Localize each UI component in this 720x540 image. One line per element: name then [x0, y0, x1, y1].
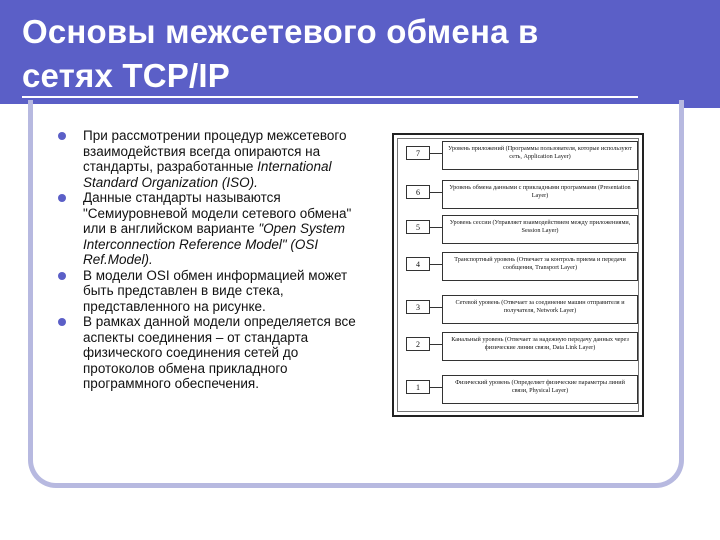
- bullet-dot-icon: [58, 132, 66, 140]
- slide-title: [22, 10, 662, 98]
- osi-layer-number: 4: [406, 257, 430, 271]
- bullet-dot-icon: [58, 318, 66, 326]
- osi-layer-row: [406, 295, 636, 324]
- osi-layer-description: Уровень обмена данными с прикладными программами (Presentation Layer): [442, 180, 638, 209]
- osi-layer-description: Сетевой уровень (Отвечает за соединение машин отправителя и получателя, Network Layer): [442, 295, 638, 324]
- bullet-item: [58, 314, 358, 392]
- osi-layer-number: 3: [406, 300, 430, 314]
- osi-layer-description: Уровень приложений (Программы пользователя, которые используют сеть, Application Layer): [442, 141, 638, 170]
- title-underline: [22, 96, 638, 98]
- osi-layer-connector: [430, 192, 442, 193]
- osi-layer-number: 1: [406, 380, 430, 394]
- osi-layer-row: [406, 180, 636, 209]
- bullet-item: [58, 128, 358, 190]
- frame-corner-decoration: [679, 88, 720, 108]
- bullet-text: Данные стандарты называются "Семиуровневой модели сетевого обмена" или в английском варианте: [83, 190, 352, 236]
- bullet-text: В модели OSI обмен информацией может быть представлен в виде стека, представленного на рисунке.: [83, 267, 348, 314]
- osi-layer-number: 6: [406, 185, 430, 199]
- osi-layer-connector: [430, 307, 442, 308]
- osi-layer-description: Физический уровень (Определяет физические параметры линий связи, Physical Layer): [442, 375, 638, 404]
- osi-layer-number: 7: [406, 146, 430, 160]
- osi-layer-row: [406, 215, 636, 244]
- bullet-text: В рамках данной модели определяется все аспекты соединения – от стандарта физического соединения сетей до протоколов обмена прикладного программного обеспечения.: [83, 314, 356, 391]
- bullet-text: "Open System Interconnection Reference Model" (OSI Ref.Model).: [83, 221, 345, 267]
- osi-layer-row: [406, 141, 636, 170]
- slide-title-line2: сетях TCP/IP: [22, 57, 230, 94]
- osi-layer-description: Канальный уровень (Отвечает за надежную передачу данных через физические линии связи, Data Link Layer): [442, 332, 638, 361]
- bullet-text: При рассмотрении процедур межсетевого взаимодействия всегда опираются на стандарты, разработанные: [83, 128, 347, 174]
- osi-layer-connector: [430, 227, 442, 228]
- osi-layer-connector: [430, 387, 442, 388]
- bullet-text: International Standard Organization (ISO).: [83, 159, 332, 190]
- slide-title-line1: Основы межсетевого обмена в: [22, 13, 539, 50]
- bullet-item: [58, 190, 358, 268]
- osi-layer-number: 2: [406, 337, 430, 351]
- osi-model-figure: [392, 133, 644, 417]
- bullet-list: [58, 128, 358, 392]
- osi-layer-connector: [430, 344, 442, 345]
- osi-layer-row: [406, 332, 636, 361]
- bullet-dot-icon: [58, 194, 66, 202]
- osi-layer-number: 5: [406, 220, 430, 234]
- osi-layer-connector: [430, 264, 442, 265]
- osi-layer-row: [406, 375, 636, 404]
- osi-layer-description: Уровень сессии (Управляет взаимодействием между приложениями, Session Layer): [442, 215, 638, 244]
- osi-layer-description: Транспортный уровень (Отвечает за контроль приема и передачи сообщения, Transport Layer): [442, 252, 638, 281]
- bullet-dot-icon: [58, 272, 66, 280]
- osi-layer-connector: [430, 153, 442, 154]
- osi-layer-row: [406, 252, 636, 281]
- bullet-item: [58, 268, 358, 315]
